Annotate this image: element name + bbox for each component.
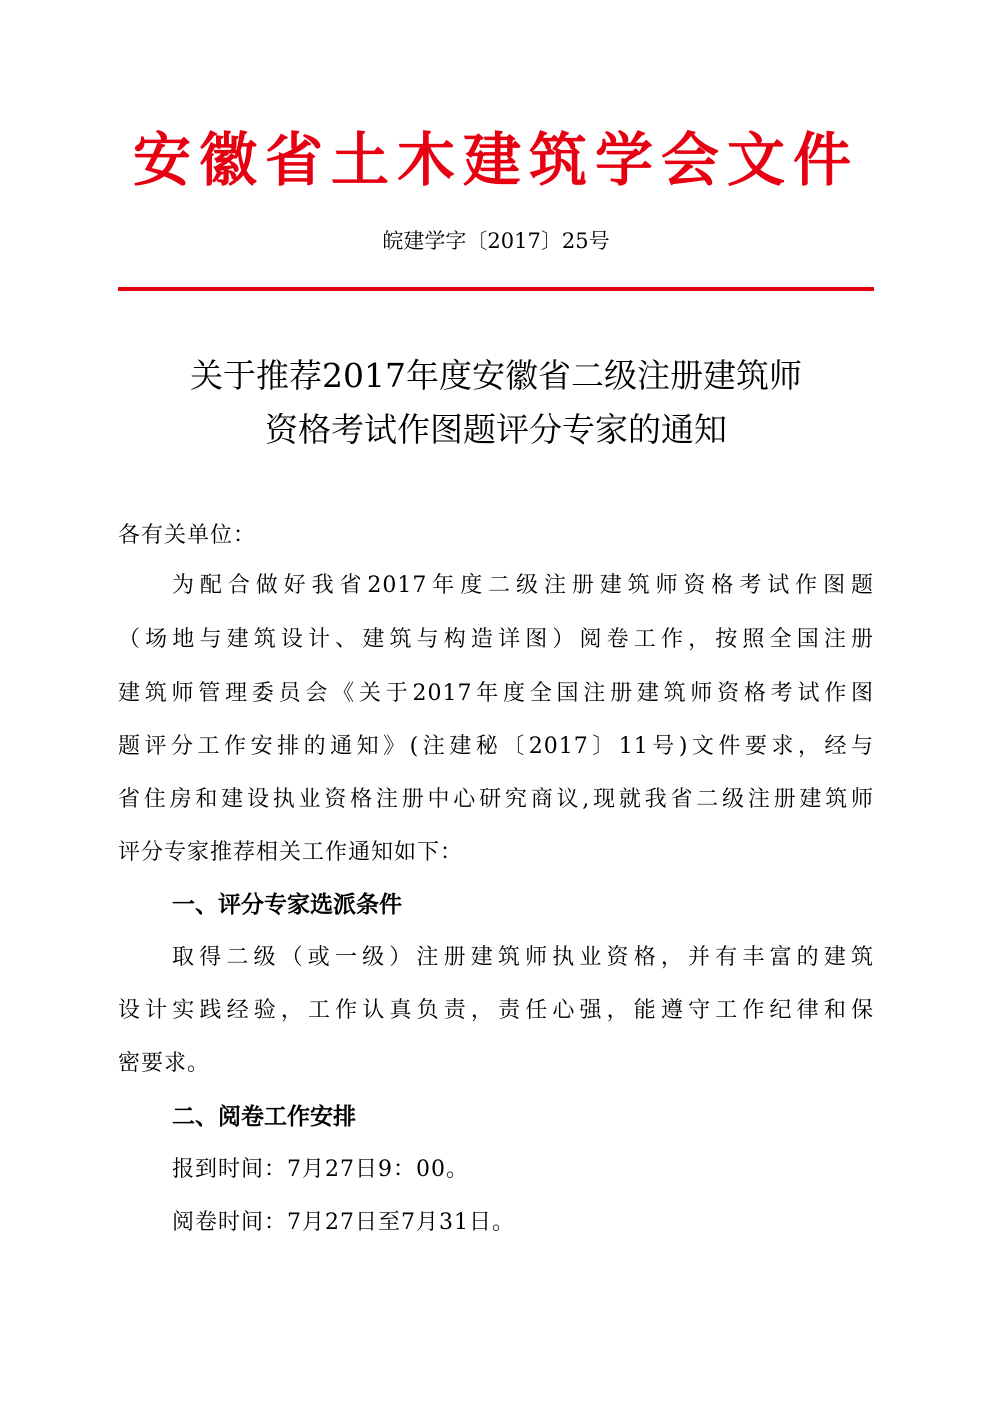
salutation: 各有关单位： xyxy=(118,523,257,548)
section-1-line-1: 取得二级（或一级）注册建筑师执业资格，并有丰富的建筑 xyxy=(172,945,874,970)
document-number: 皖建学字〔2017〕25号 xyxy=(382,229,610,253)
intro-line-6: 评分专家推荐相关工作通知如下： xyxy=(118,840,464,865)
intro-line-1: 为配合做好我省2017年度二级注册建筑师资格考试作图题 xyxy=(172,573,874,598)
grading-time: 阅卷时间：7月27日至7月31日。 xyxy=(172,1210,515,1235)
intro-line-3: 建筑师管理委员会《关于2017年度全国注册建筑师资格考试作图 xyxy=(118,681,874,706)
red-divider-rule xyxy=(118,287,874,291)
section-1-heading: 一、评分专家选派条件 xyxy=(172,892,402,918)
section-1-line-3: 密要求。 xyxy=(118,1051,211,1076)
notice-title-line-2: 资格考试作图题评分专家的通知 xyxy=(265,410,727,449)
report-time: 报到时间：7月27日9：00。 xyxy=(172,1157,469,1182)
intro-line-2: （场地与建筑设计、建筑与构造详图）阅卷工作，按照全国注册 xyxy=(118,627,874,652)
section-2-heading: 二、阅卷工作安排 xyxy=(172,1104,356,1130)
notice-title-line-1: 关于推荐2017年度安徽省二级注册建筑师 xyxy=(190,356,802,395)
section-1-line-2: 设计实践经验，工作认真负责，责任心强，能遵守工作纪律和保 xyxy=(118,998,874,1023)
intro-line-4: 题评分工作安排的通知》(注建秘〔2017〕11号)文件要求，经与 xyxy=(118,734,874,759)
intro-line-5: 省住房和建设执业资格注册中心研究商议,现就我省二级注册建筑师 xyxy=(118,787,874,812)
issuing-organization-title: 安徽省土木建筑学会文件 xyxy=(132,126,859,194)
